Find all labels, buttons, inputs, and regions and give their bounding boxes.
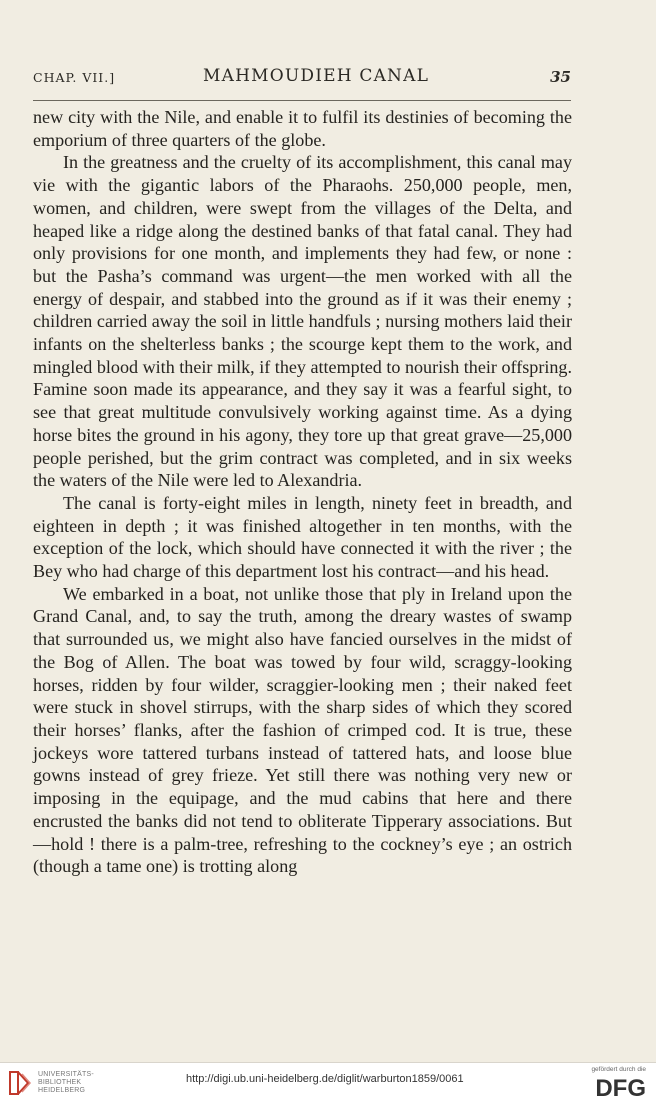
library-name-line: HEIDELBERG bbox=[38, 1087, 86, 1094]
header-rule bbox=[33, 100, 571, 101]
library-logo-icon bbox=[8, 1068, 33, 1098]
paragraph-boat-journey: We embarked in a boat, not unlike those that ply in Ireland upon the Grand Canal, and, to say the truth, among the dreary wastes of swamp that surrounded us, we might also have fancied ourselves in the midst of the Bog of Allen. The boat was towed by four wild, scraggy-looking horses, ridden by four wilder, scraggier-looking men ; their naked feet were stuck in shovel stirrups, with the sharp sides of which they scored their horses’ flanks, after the fashion of crimped cod. It is true, these jockeys wore tattered turbans instead of tattered hats, and loose blue gowns instead of grey frieze. Yet still there was nothing very new or imposing in the equipage, and the mud cabins that here and there encrusted the banks did not tend to obliterate Tipperary associations. But—hold ! there is a palm-tree, refreshing to the cockney’s eye ; an ostrich (though a tame one) is trotting along bbox=[33, 583, 572, 877]
body-text bbox=[33, 106, 572, 878]
digitization-footer bbox=[0, 1062, 656, 1107]
library-name bbox=[38, 1071, 94, 1095]
page-number: 35 bbox=[550, 68, 571, 86]
dfg-logo: DFG bbox=[595, 1075, 646, 1102]
running-title: MAHMOUDIEH CANAL bbox=[203, 66, 430, 86]
source-url-link[interactable]: http://digi.ub.uni-heidelberg.de/diglit/warburton1859/0061 bbox=[186, 1073, 464, 1085]
chapter-label: CHAP. VII.] bbox=[33, 70, 116, 85]
library-name-line: BIBLIOTHEK bbox=[38, 1079, 82, 1086]
paragraph-canal-dimensions: The canal is forty-eight miles in length, ninety feet in breadth, and eighteen in depth ; it was finished altogether in ten months, with the exception of the lock, which should have connected it with the river ; the Bey who had charge of this department lost his contract—and his head. bbox=[33, 492, 572, 582]
page-header bbox=[33, 66, 571, 92]
paragraph-continuation: new city with the Nile, and enable it to fulfil its destinies of becoming the emporium of three quarters of the globe. bbox=[33, 107, 572, 150]
library-name-line: UNIVERSITÄTS- bbox=[38, 1071, 94, 1078]
funded-by-label: gefördert durch die bbox=[591, 1066, 646, 1073]
paragraph-canal-construction: In the greatness and the cruelty of its accomplishment, this canal may vie with the gigantic labors of the Pharaohs. 250,000 people, men, women, and children, were swept from the villages of the Delta, and heaped like a ridge along the destined banks of that fatal canal. They had only provisions for one month, and implements they had few, or none : but the Pasha’s command was urgent—the men worked with all the energy of despair, and stabbed into the ground as if it was their enemy ; children carried away the soil in little handfuls ; nursing mothers laid their infants on the shelterless banks ; the scourge kept them to the work, and mingled blood with their milk, if they attempted to nourish their offspring. Famine soon made its appearance, and they say it was a fearful sight, to see that great multitude convulsively working against time. As a dying horse bites the ground in his agony, they tore up that great grave—25,000 people perished, but the grim contract was completed, and in six weeks the waters of the Nile were led to Alexandria. bbox=[33, 152, 572, 491]
